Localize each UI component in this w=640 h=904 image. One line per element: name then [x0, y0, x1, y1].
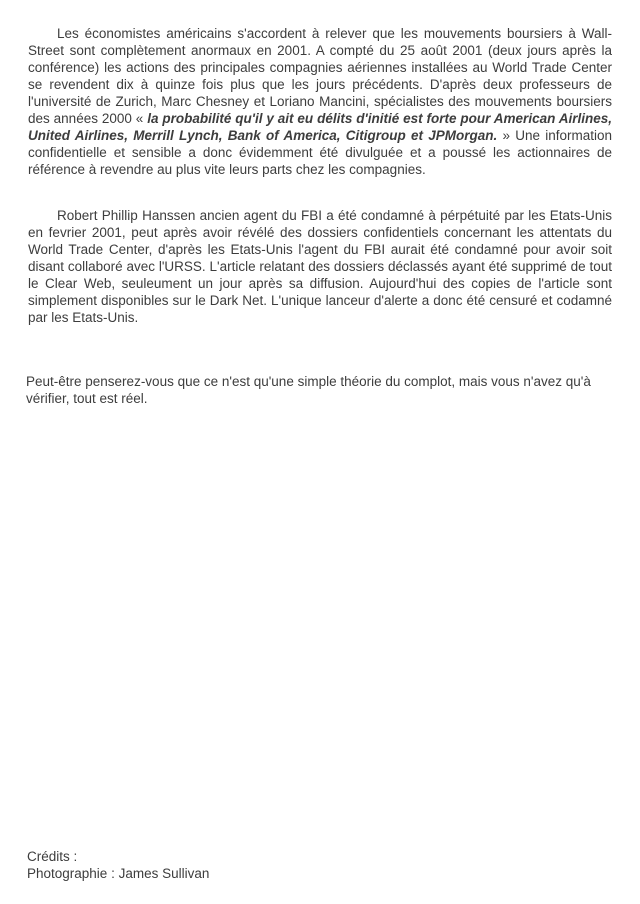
paragraph1-text-after-quote: » Une information confidentielle et sensible a donc évidemment été divulguée et a poussé les actionnaires de référence à revendre au plus vite leurs parts chez les compagnies.: [28, 128, 612, 177]
credits-block: [27, 848, 209, 882]
credits-label: Crédits :: [27, 849, 78, 864]
paragraph-economists: [28, 25, 612, 178]
paragraph-fbi-agent: Robert Phillip Hanssen ancien agent du FBI a été condamné à pérpétuité par les Etats-Unis en fevrier 2001, peut après avoir révélé des dossiers confidentiels concernant les attentats du World Trade Center, d'après les Etats-Unis l'agent du FBI aurait été condamné pour avoir soit disant collaboré avec l'URSS. L'article relatant des dossiers déclassés ayant été supprimé de tout le Clear Web, seuleument un jour après sa diffusion. Aujourd'hui des copies de l'article sont simplement disponibles sur le Dark Net. L'unique lanceur d'alerte a donc été censuré et codamné par les Etats-Unis.: [28, 208, 612, 325]
paragraph1-insider-trading-quote: la probabilité qu'il y ait eu délits d'initié est forte pour American Airlines, United Airlines, Merrill Lynch, Bank of America, Citigroup et JPMorgan.: [28, 111, 612, 143]
credits-photography: Photographie : James Sullivan: [27, 866, 210, 881]
paragraph1-text-before-quote: Les économistes américains s'accordent à relever que les mouvements boursiers à Wall-Street sont complètement anormaux en 2001. A compté du 25 août 2001 (deux jours après la conférence) les actions des principales compagnies aériennes installées au World Trade Center se revendent dix à quinze fois plus que les jours précédents. D'après deux professeurs de l'université de Zurich, Marc Chesney et Loriano Mancini, spécialistes des mouvements boursiers des années 2000 «: [28, 26, 612, 126]
paragraph-conclusion: Peut-être penserez-vous que ce n'est qu'une simple théorie du complot, mais vous n'avez qu'à vérifier, tout est réel.: [26, 374, 591, 406]
